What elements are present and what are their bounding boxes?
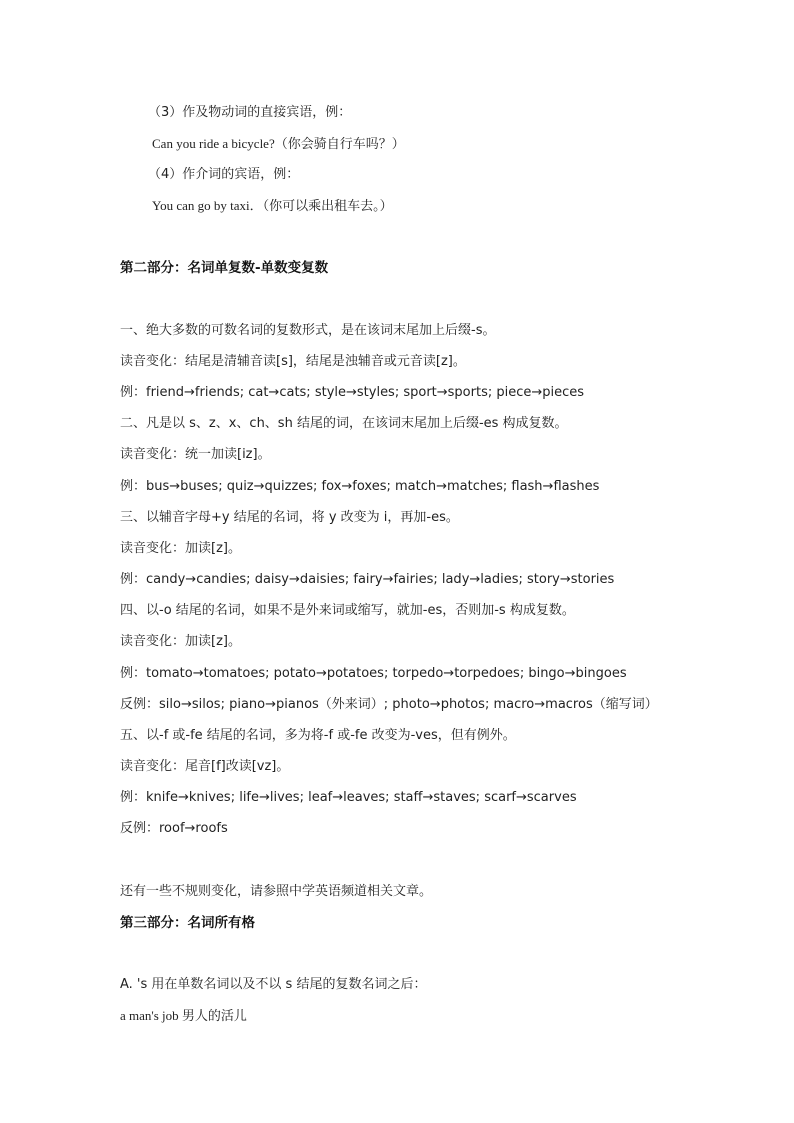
rule-2-title: 二、凡是以 s、z、x、ch、sh 结尾的词，在该词末尾加上后缀-es 构成复数。 [120, 416, 568, 431]
section-heading-part-three: 第三部分：名词所有格 [120, 915, 255, 931]
irregular-note: 还有一些不规则变化，请参照中学英语频道相关文章。 [120, 884, 433, 899]
possessive-rule-a: A. 's 用在单数名词以及不以 s 结尾的复数名词之后： [120, 977, 427, 992]
rule-3-examples: 例：candy→candies; daisy→daisies; fairy→fairies; lady→ladies; story→stories [120, 572, 615, 587]
rule-4-title: 四、以-o 结尾的名词，如果不是外来词或缩写，就加-es，否则加-s 构成复数。 [120, 603, 575, 618]
text-line-object-of-preposition: （4）作介词的宾语，例： [148, 167, 300, 182]
rule-4-examples: 例：tomato→tomatoes; potato→potatoes; torpedo→torpedoes; bingo→bingoes [120, 666, 627, 681]
text-line-example-taxi: You can go by taxi．（你可以乘出租车去。） [152, 198, 393, 213]
rule-3-pronunciation: 读音变化：加读[z]。 [120, 541, 241, 556]
rule-2-examples: 例：bus→buses; quiz→quizzes; fox→foxes; match→matches; flash→flashes [120, 479, 600, 494]
rule-1-title: 一、绝大多数的可数名词的复数形式，是在该词末尾加上后缀-s。 [120, 323, 496, 338]
rule-3-title: 三、以辅音字母+y 结尾的名词，将 y 改变为 i，再加-es。 [120, 510, 459, 525]
rule-1-pronunciation: 读音变化：结尾是清辅音读[s]，结尾是浊辅音或元音读[z]。 [120, 354, 466, 369]
rule-4-counter-examples: 反例：silo→silos; piano→pianos（外来词）; photo→photos; macro→macros（缩写词） [120, 697, 658, 712]
rule-5-examples: 例：knife→knives; life→lives; leaf→leaves; staff→staves; scarf→scarves [120, 790, 577, 805]
text-line-object-of-transitive-verb: （3）作及物动词的直接宾语，例： [148, 105, 352, 120]
possessive-example: a man's job 男人的活儿 [120, 1008, 247, 1023]
rule-5-pronunciation: 读音变化：尾音[f]改读[vz]。 [120, 759, 290, 774]
rule-5-title: 五、以-f 或-fe 结尾的名词，多为将-f 或-fe 改变为-ves，但有例外。 [120, 728, 516, 743]
rule-2-pronunciation: 读音变化：统一加读[iz]。 [120, 447, 271, 462]
rule-1-examples: 例：friend→friends; cat→cats; style→styles; sport→sports; piece→pieces [120, 385, 585, 400]
rule-5-counter-example: 反例：roof→roofs [120, 821, 228, 836]
section-heading-part-two: 第二部分：名词单复数-单数变复数 [120, 260, 329, 276]
text-line-example-bicycle: Can you ride a bicycle?（你会骑自行车吗？） [152, 136, 405, 151]
rule-4-pronunciation: 读音变化：加读[z]。 [120, 634, 241, 649]
